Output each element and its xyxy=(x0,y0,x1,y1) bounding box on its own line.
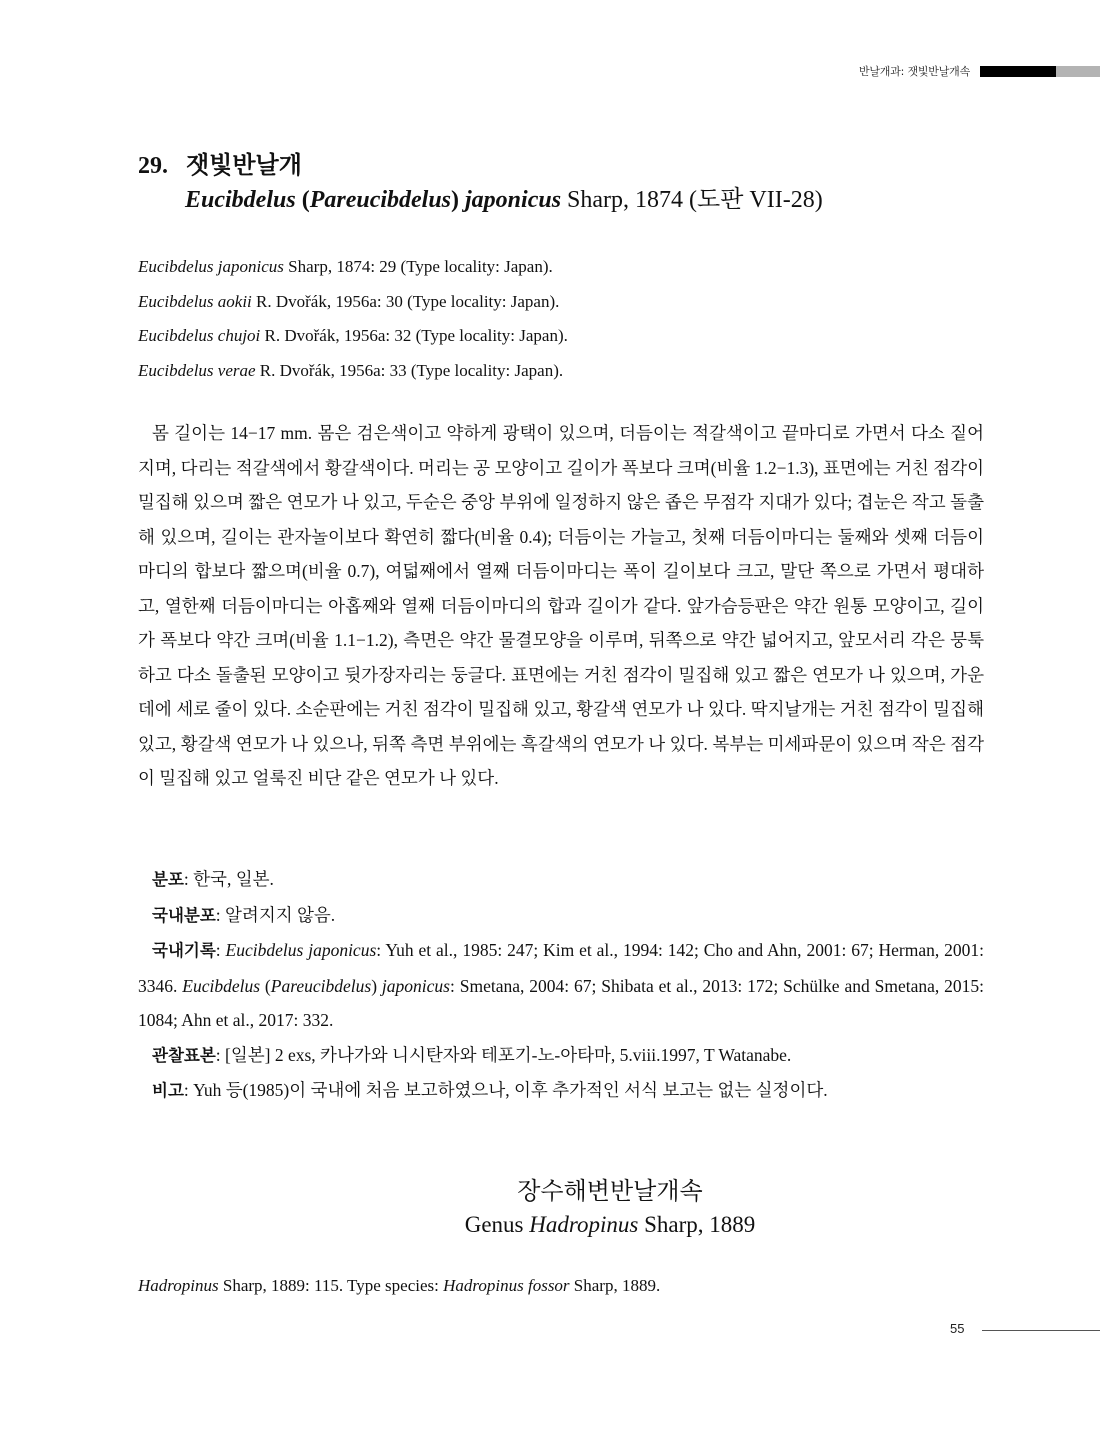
species-description: 몸 길이는 14−17 mm. 몸은 검은색이고 약하게 광택이 있으며, 더듬이는 적갈색이고 끝마디로 가면서 다소 짙어지며, 다리는 적갈색에서 황갈색이다. 머리는 공 모양이고 길이가 폭보다 크며(비율 1.2−1.3), 표면에는 거친 점각이 밀집해 있으며 짧은 연모가 나 있고, 두순은 중앙 부위에 일정하지 않은 좁은 무점각 지대가 있다; 겹눈은 작고 돌출해 있으며, 길이는 관자놀이보다 확연히 짧다(비율 0.4); 더듬이는 가늘고, 첫째 더듬이마디는 둘째와 셋째 더듬이마디의 합보다 짧으며(비율 0.7), 여덟째에서 열째 더듬이마디는 폭이 길이보다 크고, 말단 쪽으로 가면서 평대하고, 열한째 더듬이마디는 아홉째와 열째 더듬이마디의 합과 길이가 같다. 앞가슴등판은 약간 원통 모양이고, 길이가 폭보다 약간 크며(비율 1.1−1.2), 측면은 약간 물결모양을 이루며, 뒤쪽으로 약간 넓어지고, 앞모서리 각은 뭉툭하고 다소 돌출된 모양이고 뒷가장자리는 둥글다. 표면에는 거친 점각이 밀집해 있고 짧은 연모가 나 있으며, 가운데에 세로 줄이 있다. 소순판에는 거친 점각이 밀집해 있고, 황갈색 연모가 나 있다. 딱지날개는 거친 점각이 밀집해 있고, 황갈색 연모가 나 있으나, 뒤쪽 측면 부위에는 흑갈색의 연모가 나 있다. 복부는 미세파문이 있으며 작은 점각이 밀집해 있고 얼룩진 비단 같은 연모가 나 있다. xyxy=(138,423,984,788)
record-citations: : Yuh et al., 1985: 247; Kim et al., 1994: 142; Cho and Ahn, 2001: 67; Herman, 2001: 3346. xyxy=(138,940,984,996)
distribution-label: 분포 xyxy=(152,870,184,889)
synonym-name: Eucibdelus japonicus xyxy=(138,257,284,276)
synonym-name: Eucibdelus chujoi xyxy=(138,326,261,345)
domestic-distribution-note xyxy=(138,898,984,934)
genus-prefix: Genus xyxy=(464,1212,530,1237)
record-subgenus-close: ) xyxy=(371,975,382,996)
genus-ref-text: Sharp, 1889: 115. Type species: xyxy=(218,1276,444,1295)
remarks-note xyxy=(138,1073,984,1109)
record-citations: : Smetana, 2004: 67; Shibata et al., 2013: 172; Schülke and Smetana, 2015: 1084; Ahn et al., 2017: 332. xyxy=(138,975,984,1030)
record-genus: Eucibdelus xyxy=(182,975,261,996)
record-epithet: japonicus xyxy=(381,975,450,996)
record-name: Eucibdelus japonicus xyxy=(225,940,377,960)
species-korean-name: 잿빛반날개 xyxy=(186,150,302,179)
running-header xyxy=(859,64,1100,78)
genus-korean-name: 장수해변반날개속 xyxy=(517,1177,703,1205)
type-species-author: Sharp, 1889. xyxy=(569,1276,661,1295)
species-epithet: japonicus xyxy=(459,187,562,213)
synonym-item xyxy=(138,354,568,389)
type-species: Hadropinus fossor xyxy=(443,1276,570,1295)
page-number: 55 xyxy=(950,1321,965,1336)
species-scientific-name xyxy=(138,183,823,217)
synonym-citation: R. Dvořák, 1956a: 32 (Type locality: Japan). xyxy=(260,326,568,345)
record-subgenus-open: ( xyxy=(260,975,271,996)
specimens-label: 관찰표본 xyxy=(152,1045,216,1065)
genus-name: Hadropinus xyxy=(529,1212,639,1237)
subgenus-open: ( xyxy=(295,187,310,213)
synonym-item xyxy=(138,285,568,320)
species-author: Sharp, 1874 ( xyxy=(561,187,698,213)
synonym-item xyxy=(138,250,568,285)
synonym-name: Eucibdelus aokii xyxy=(138,291,252,311)
synonym-citation: R. Dvořák, 1956a: 30 (Type locality: Japan). xyxy=(251,291,560,311)
specimens-note xyxy=(138,1038,984,1074)
domestic-distribution-text: : 알려지지 않음. xyxy=(215,904,336,925)
header-bar-black xyxy=(980,66,1056,77)
synonym-name: Eucibdelus verae xyxy=(138,360,256,380)
footer-rule xyxy=(982,1330,1100,1331)
distribution-text: : 한국, 일본. xyxy=(183,869,274,889)
synonym-citation: Sharp, 1874: 29 (Type locality: Japan). xyxy=(283,257,553,276)
distribution-note xyxy=(138,862,984,898)
genus-author: Sharp, 1889 xyxy=(638,1212,756,1237)
species-notes xyxy=(138,862,984,1109)
species-heading xyxy=(138,148,823,217)
species-subgenus: Pareucibdelus xyxy=(309,187,452,213)
subgenus-close: ) xyxy=(451,187,460,213)
synonym-item xyxy=(138,319,568,354)
genus-heading xyxy=(0,1174,1100,1242)
synonym-list xyxy=(138,250,568,388)
species-heading-line1 xyxy=(138,148,823,183)
genus-ref-name: Hadropinus xyxy=(138,1276,219,1295)
genus-latin-name xyxy=(120,1208,1100,1242)
remarks-text: : Yuh 등(1985)이 국내에 처음 보고하였으나, 이후 추가적인 서식 보고는 없는 실정이다. xyxy=(183,1080,828,1100)
species-genus: Eucibdelus xyxy=(185,187,296,213)
specimens-text: : [일본] 2 exs, 카나가와 니시탄자와 테포기-노-아타마, 5.viii.1997, T Watanabe. xyxy=(215,1044,792,1065)
genus-reference xyxy=(138,1276,660,1296)
domestic-records-label: 국내기록 xyxy=(152,941,216,960)
plate-number: VII-28) xyxy=(743,187,823,213)
plate-label: 도판 xyxy=(697,187,744,213)
domestic-records-note xyxy=(138,933,984,1038)
domestic-distribution-label: 국내분포 xyxy=(152,905,216,925)
synonym-citation: R. Dvořák, 1956a: 33 (Type locality: Japan). xyxy=(255,360,564,380)
remarks-label: 비고 xyxy=(152,1081,184,1100)
records-separator: : xyxy=(215,940,226,960)
record-subgenus: Pareucibdelus xyxy=(270,975,372,996)
species-number: 29. xyxy=(138,153,168,179)
running-title: 반날개과: 잿빛반날개속 xyxy=(858,65,970,78)
header-bar-gray xyxy=(1056,66,1100,77)
